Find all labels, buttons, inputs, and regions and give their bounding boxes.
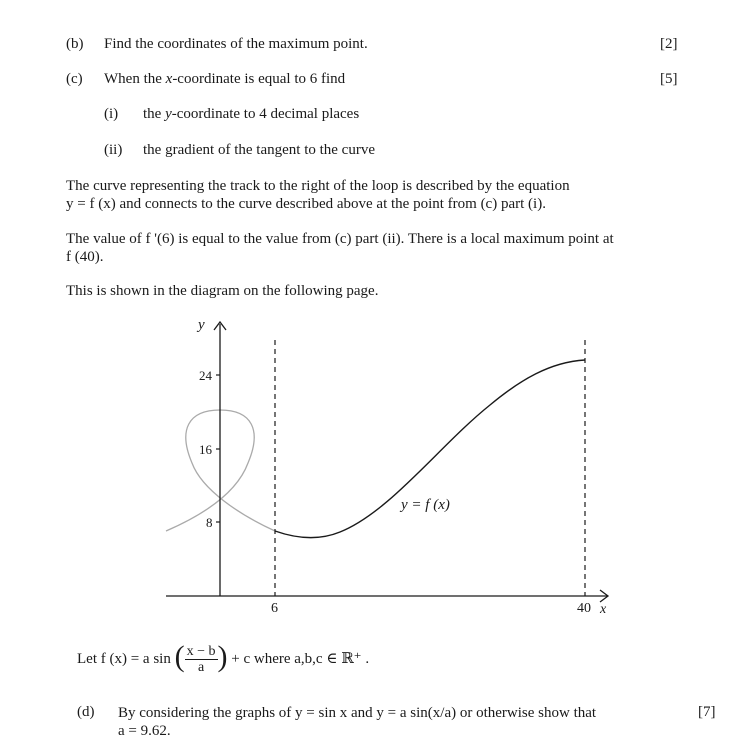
part-d-text [118,704,596,740]
y-axis-label: y [198,317,205,333]
part-b-text: Find the coordinates of the maximum point. [104,36,368,52]
part-c-ii-label: (ii) [104,142,123,158]
formula-numerator: x − b [186,644,216,660]
paragraph-line: f (40). [66,249,104,265]
formula-f [77,639,370,676]
y-tick-label-16: 16 [199,442,212,457]
paragraph-diagram-note: This is shown in the diagram on the following page. [66,283,379,299]
x-axis-label: x [600,602,607,617]
curve-label: y = f (x) [401,497,450,513]
part-d-line: By considering the graphs of y = sin x and y = a sin(x/a) or otherwise show that [118,705,597,721]
formula-open-paren: ( [174,639,185,673]
paragraph-line: The curve representing the track to the right of the loop is described by the equation [66,178,570,194]
paragraph-line: y = f (x) and connects to the curve described above at the point from (c) part (i). [66,196,546,212]
x-tick-label-40: 40 [577,601,591,616]
formula-suffix: + c where a,b,c ∈ ℝ⁺ . [231,651,370,667]
formula-prefix: Let f (x) = a sin [77,651,171,667]
formula-close-paren: ) [217,639,228,673]
part-c-ii-text: the gradient of the tangent to the curve [143,142,375,158]
y-tick-label-8: 8 [206,515,213,530]
formula-fraction [185,644,218,675]
y-tick-label-24: 24 [199,368,212,383]
part-d-marks: [7] [698,704,716,720]
part-c-text: When the x-coordinate is equal to 6 find [104,71,346,87]
formula-denominator: a [197,660,205,676]
part-d-line: a = 9.62. [118,723,171,739]
paragraph-line: The value of f '(6) is equal to the value from (c) part (ii). There is a local maximum point at [66,231,614,247]
part-d-label: (d) [77,704,95,720]
part-c-marks: [5] [660,71,678,87]
part-b-marks: [2] [660,36,678,52]
part-b-label: (b) [66,36,84,52]
x-tick-label-6: 6 [271,601,278,616]
part-c-i-label: (i) [104,106,119,122]
part-c-label: (c) [66,71,83,87]
part-c-i-text: the y-coordinate to 4 decimal places [143,106,360,122]
